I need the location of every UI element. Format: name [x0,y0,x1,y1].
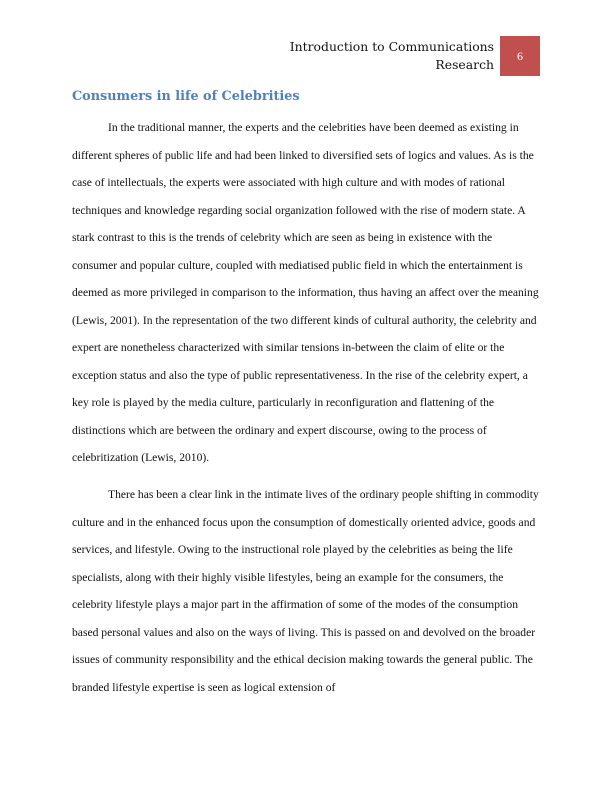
body-paragraph: There has been a clear link in the intimate lives of the ordinary people shifting in commodity culture and in the enhanced focus upon the consumption of domestically oriented advice, goods and services, and lifestyle. Owing to the instructional role played by the celebrities as being the life specialists, along with their highly visible lifestyles, being an example for the consumers, the celebrity lifestyle plays a major part in the affirmation of some of the modes of the consumption based personal values and also on the ways of living. This is passed on and devolved on the broader issues of community responsibility and the ethical decision making towards the general public. The branded lifestyle expertise is seen as logical extension of [72,488,539,694]
running-header-title: Introduction to Communications Research [289,39,494,72]
section-heading: Consumers in life of Celebrities [72,89,300,104]
body-paragraph: In the traditional manner, the experts and the celebrities have been deemed as existing in different spheres of public life and had been linked to diversified sets of logics and values. As is the case of intellectuals, the experts were associated with high culture and with modes of rational techniques and knowledge regarding social organization followed with the rise of modern state. A stark contrast to this is the trends of celebrity which are seen as being in existence with the consumer and popular culture, coupled with mediatised public field in which the entertainment is deemed as more privileged in comparison to the information, thus having an affect over the meaning (Lewis, 2001). In the representation of the two different kinds of cultural authority, the celebrity and expert are nonetheless characterized with similar tensions in-between the claim of elite or the exception status and also the type of public representativeness. In the rise of the celebrity expert, a key role is played by the media culture, particularly in reconfiguration and flattening of the distinctions which are between the ordinary and expert discourse, owing to the process of celebritization (Lewis, 2010). [72,121,539,464]
page-number-badge: 6 [500,36,540,76]
